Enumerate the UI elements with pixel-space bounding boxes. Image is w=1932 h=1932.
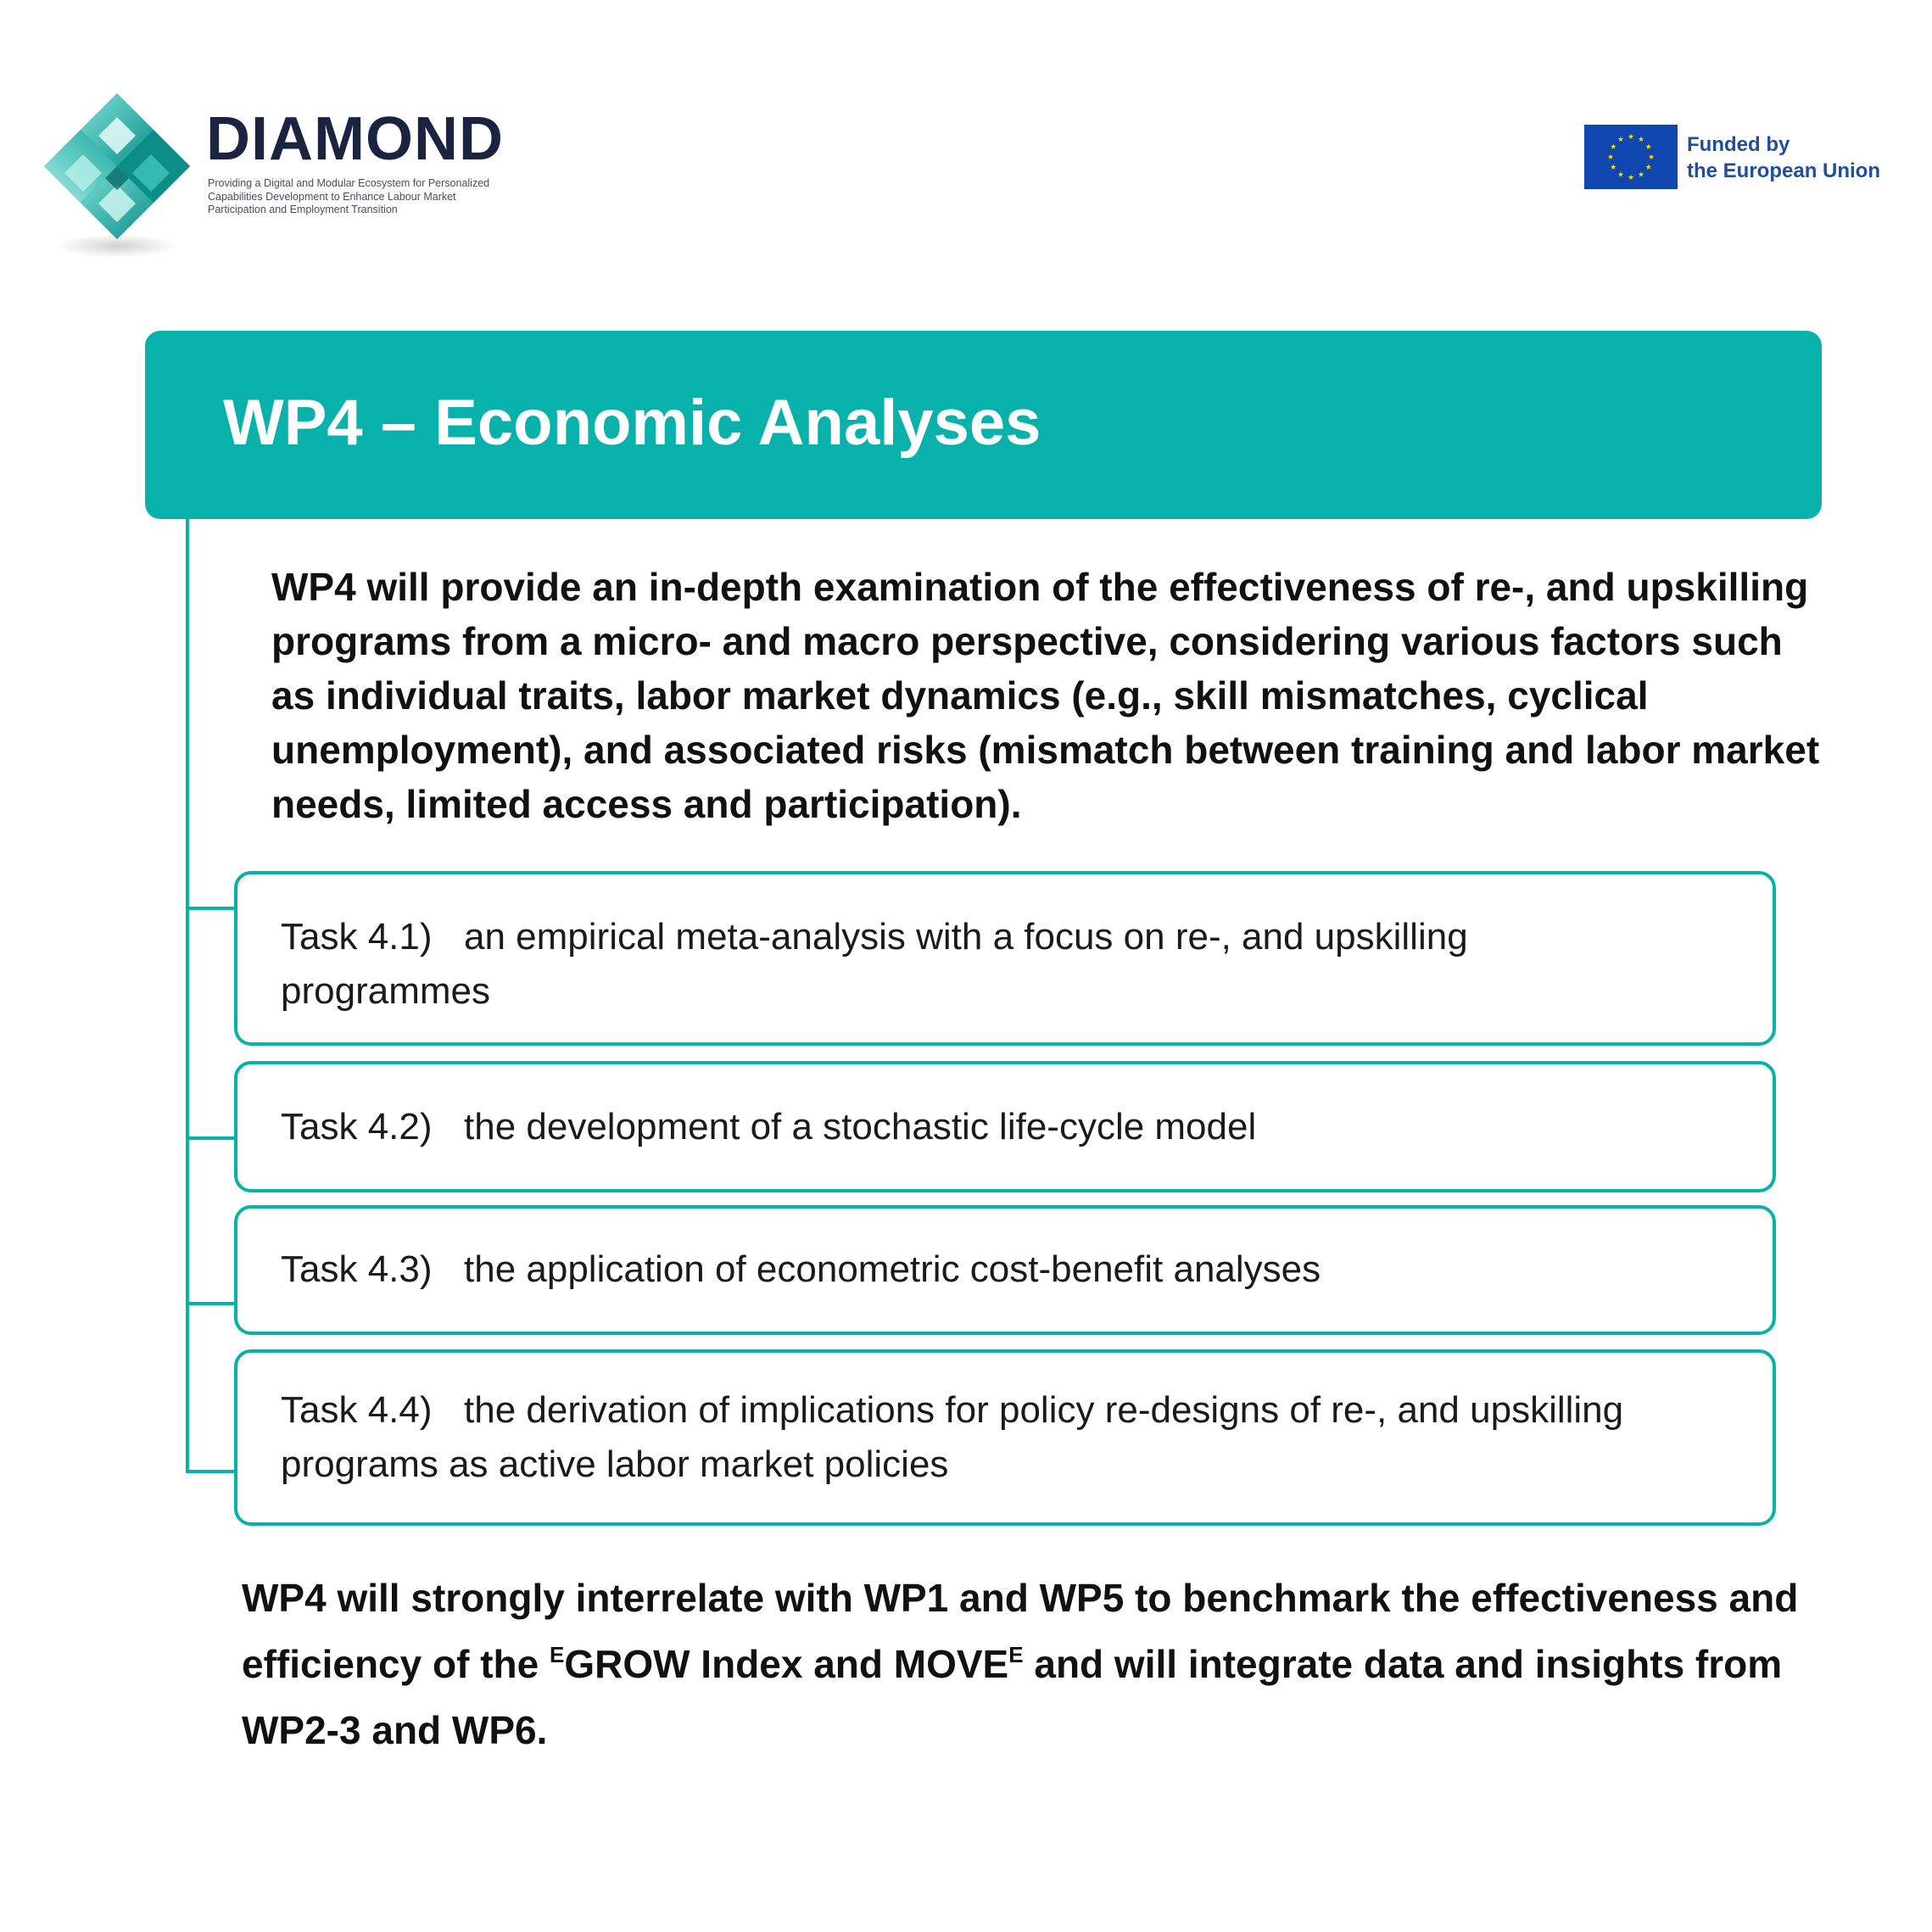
eu-funding-logo <box>1584 125 1907 193</box>
closing-paragraph <box>242 1565 1819 1763</box>
connector-branch-task-2 <box>186 1136 234 1140</box>
diamond-cube-logo-icon <box>32 92 202 261</box>
task-card-4-3 <box>234 1205 1776 1335</box>
task-description: the derivation of implications for policy re-designs of re-, and upskilling <box>464 1389 1624 1431</box>
task-text-line <box>281 1242 1739 1297</box>
task-description-continued: programmes <box>281 970 490 1012</box>
task-label: Task 4.1) <box>281 916 433 958</box>
page-title: WP4 – Economic Analyses <box>223 387 1041 459</box>
connector-branch-task-1 <box>186 907 234 910</box>
task-label: Task 4.3) <box>281 1248 433 1290</box>
closing-text-part-1: WP4 will strongly interrelate with WP1 and WP5 to benchmark the effectiveness and efficiency of the <box>242 1576 1799 1686</box>
task-card-4-4 <box>234 1349 1776 1526</box>
task-description-continued: programs as active labor market policies <box>281 1443 949 1485</box>
diamond-logo <box>32 92 507 270</box>
task-text-line <box>281 910 1739 964</box>
task-label: Task 4.2) <box>281 1106 433 1147</box>
task-description: an empirical meta-analysis with a focus on re-, and upskilling <box>464 916 1468 958</box>
task-text-line <box>281 1383 1739 1438</box>
task-card-4-1 <box>234 871 1776 1046</box>
task-label: Task 4.4) <box>281 1389 433 1431</box>
funding-line-2: the European Union <box>1687 159 1880 182</box>
funding-line-1: Funded by <box>1687 133 1790 156</box>
title-banner <box>145 331 1822 519</box>
eu-flag-icon <box>1584 125 1678 189</box>
brand-tagline: Providing a Digital and Modular Ecosystem for Personalized Capabilities Development to Enhance Labour Market Participation and Employment Transition <box>208 177 490 215</box>
task-card-4-2 <box>234 1061 1776 1192</box>
task-description: the application of econometric cost-benefit analyses <box>464 1248 1321 1290</box>
connector-branch-task-3 <box>186 1302 234 1305</box>
task-text-line <box>281 1100 1739 1154</box>
connector-trunk <box>186 519 189 1473</box>
closing-text-part-2: GROW Index and MOVE <box>564 1642 1009 1686</box>
closing-text-part-3: and will integrate data and insights from WP2-3 and WP6. <box>242 1642 1783 1752</box>
brand-name: DIAMOND <box>206 105 504 173</box>
superscript-e: E <box>549 1642 565 1667</box>
superscript-e: E <box>1008 1642 1024 1667</box>
connector-branch-task-4 <box>186 1470 234 1473</box>
intro-paragraph: WP4 will provide an in-depth examination of the effectiveness of re-, and upskilling programs from a micro- and macro perspective, considering various factors such as individual traits, labor market dynamics (e.g., skill mismatches, cyclical unemployment), and associated risks (mismatch between training and labor market needs, limited access and participation). <box>271 565 1820 826</box>
task-description: the development of a stochastic life-cycle model <box>464 1106 1257 1147</box>
